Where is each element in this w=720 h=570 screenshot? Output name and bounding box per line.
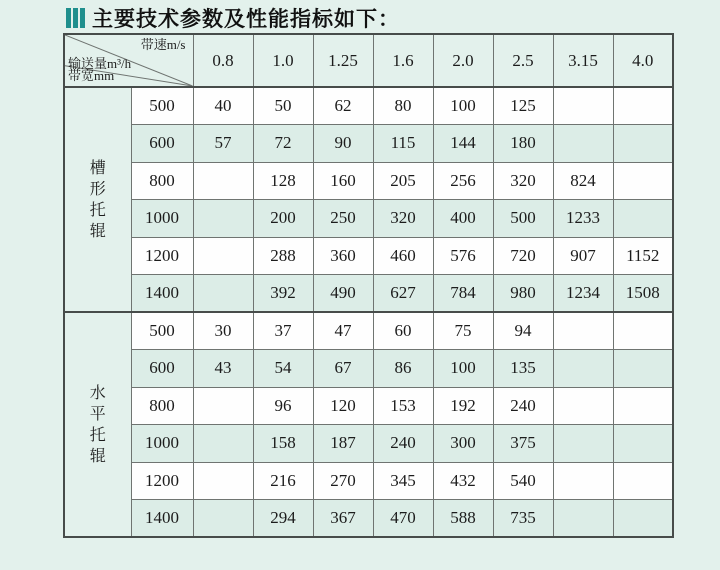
capacity-value-cell: 270 [313,462,373,500]
belt-width-cell: 1400 [131,275,193,313]
table-row [64,500,673,538]
capacity-value-cell: 490 [313,275,373,313]
capacity-value-cell: 187 [313,425,373,463]
capacity-value-cell [193,162,253,200]
capacity-value-cell [613,425,673,463]
capacity-value-cell: 1234 [553,275,613,313]
capacity-value-cell: 1152 [613,237,673,275]
belt-width-cell: 500 [131,87,193,125]
capacity-value-cell [193,462,253,500]
capacity-value-cell: 784 [433,275,493,313]
capacity-value-cell: 94 [493,312,553,350]
capacity-value-cell: 360 [313,237,373,275]
capacity-value-cell: 50 [253,87,313,125]
capacity-value-cell: 90 [313,125,373,163]
capacity-value-cell [553,87,613,125]
capacity-value-cell: 320 [493,162,553,200]
capacity-value-cell: 192 [433,387,493,425]
capacity-value-cell [553,350,613,388]
capacity-value-cell: 300 [433,425,493,463]
capacity-value-cell: 345 [373,462,433,500]
capacity-value-cell: 588 [433,500,493,538]
capacity-value-cell: 460 [373,237,433,275]
capacity-value-cell: 320 [373,200,433,238]
belt-width-cell: 500 [131,312,193,350]
capacity-value-cell: 86 [373,350,433,388]
capacity-value-cell: 158 [253,425,313,463]
capacity-value-cell: 135 [493,350,553,388]
capacity-value-cell: 240 [373,425,433,463]
speed-header-cell: 1.25 [313,34,373,87]
title-bars-icon [66,8,85,28]
table-row [64,275,673,313]
capacity-value-cell: 37 [253,312,313,350]
capacity-value-cell [553,462,613,500]
capacity-value-cell: 500 [493,200,553,238]
capacity-value-cell [613,87,673,125]
belt-speed-label: 带速m/s [140,37,186,52]
capacity-value-cell: 1508 [613,275,673,313]
capacity-value-cell [553,425,613,463]
page-title: 主要技术参数及性能指标如下： [92,8,400,31]
capacity-value-cell: 43 [193,350,253,388]
table-row [64,237,673,275]
capacity-value-cell: 100 [433,87,493,125]
group-label-trough-idler: 槽 形 托 辊 [64,87,131,312]
table-row [64,312,673,350]
capacity-value-cell [553,387,613,425]
capacity-value-cell [193,200,253,238]
capacity-value-cell: 294 [253,500,313,538]
capacity-value-cell: 256 [433,162,493,200]
capacity-value-cell: 200 [253,200,313,238]
speed-header-cell: 2.0 [433,34,493,87]
table-row [64,462,673,500]
capacity-value-cell: 96 [253,387,313,425]
capacity-value-cell: 47 [313,312,373,350]
capacity-value-cell [193,275,253,313]
capacity-value-cell [193,387,253,425]
capacity-value-cell [613,387,673,425]
capacity-value-cell: 72 [253,125,313,163]
capacity-value-cell: 80 [373,87,433,125]
capacity-value-cell [613,312,673,350]
capacity-value-cell: 392 [253,275,313,313]
capacity-value-cell: 375 [493,425,553,463]
table-row [64,125,673,163]
capacity-value-cell: 735 [493,500,553,538]
belt-width-label: 带宽mm [68,68,115,83]
belt-width-cell: 1400 [131,500,193,538]
capacity-value-cell [553,500,613,538]
capacity-value-cell: 1233 [553,200,613,238]
capacity-value-cell [553,125,613,163]
speed-header-cell: 4.0 [613,34,673,87]
capacity-value-cell: 367 [313,500,373,538]
speed-header-cell: 1.0 [253,34,313,87]
capacity-value-cell: 980 [493,275,553,313]
corner-header-cell [64,34,193,87]
capacity-value-cell: 75 [433,312,493,350]
capacity-value-cell: 128 [253,162,313,200]
capacity-value-cell: 120 [313,387,373,425]
table-row [64,200,673,238]
capacity-value-cell: 115 [373,125,433,163]
capacity-value-cell: 100 [433,350,493,388]
belt-width-cell: 1000 [131,200,193,238]
spec-table [63,33,674,538]
capacity-value-cell: 54 [253,350,313,388]
belt-width-cell: 600 [131,125,193,163]
table-row [64,162,673,200]
capacity-value-cell: 62 [313,87,373,125]
capacity-value-cell: 627 [373,275,433,313]
capacity-value-cell: 60 [373,312,433,350]
table-row [64,350,673,388]
capacity-value-cell: 205 [373,162,433,200]
capacity-value-cell: 250 [313,200,373,238]
table-row [64,425,673,463]
capacity-value-cell: 144 [433,125,493,163]
belt-width-cell: 1200 [131,237,193,275]
capacity-value-cell: 40 [193,87,253,125]
belt-width-cell: 1200 [131,462,193,500]
capacity-value-cell: 180 [493,125,553,163]
capacity-value-cell: 240 [493,387,553,425]
capacity-value-cell: 470 [373,500,433,538]
capacity-value-cell: 824 [553,162,613,200]
table-body [64,87,673,537]
capacity-value-cell [193,237,253,275]
belt-width-cell: 800 [131,387,193,425]
capacity-value-cell: 216 [253,462,313,500]
capacity-value-cell: 907 [553,237,613,275]
capacity-value-cell: 720 [493,237,553,275]
capacity-value-cell [613,200,673,238]
capacity-value-cell: 67 [313,350,373,388]
capacity-value-cell: 288 [253,237,313,275]
capacity-value-cell [613,500,673,538]
capacity-value-cell [613,125,673,163]
belt-width-cell: 600 [131,350,193,388]
belt-width-cell: 1000 [131,425,193,463]
group-label-horizontal-idler: 水 平 托 辊 [64,312,131,537]
capacity-label: 输送量m³/h [68,56,132,71]
capacity-value-cell [613,162,673,200]
capacity-value-cell [553,312,613,350]
capacity-value-cell: 576 [433,237,493,275]
capacity-value-cell [193,500,253,538]
speed-header-cell: 1.6 [373,34,433,87]
speed-header-cell: 2.5 [493,34,553,87]
capacity-value-cell [613,350,673,388]
speed-header-row [64,34,673,87]
speed-header-cell: 3.15 [553,34,613,87]
table-row [64,87,673,125]
capacity-value-cell [613,462,673,500]
page-header [66,3,400,33]
speed-header-cell: 0.8 [193,34,253,87]
capacity-value-cell: 540 [493,462,553,500]
capacity-value-cell: 432 [433,462,493,500]
belt-width-cell: 800 [131,162,193,200]
capacity-value-cell: 57 [193,125,253,163]
capacity-value-cell: 125 [493,87,553,125]
capacity-value-cell: 30 [193,312,253,350]
capacity-value-cell: 400 [433,200,493,238]
table-row [64,387,673,425]
capacity-value-cell [193,425,253,463]
capacity-value-cell: 160 [313,162,373,200]
capacity-value-cell: 153 [373,387,433,425]
